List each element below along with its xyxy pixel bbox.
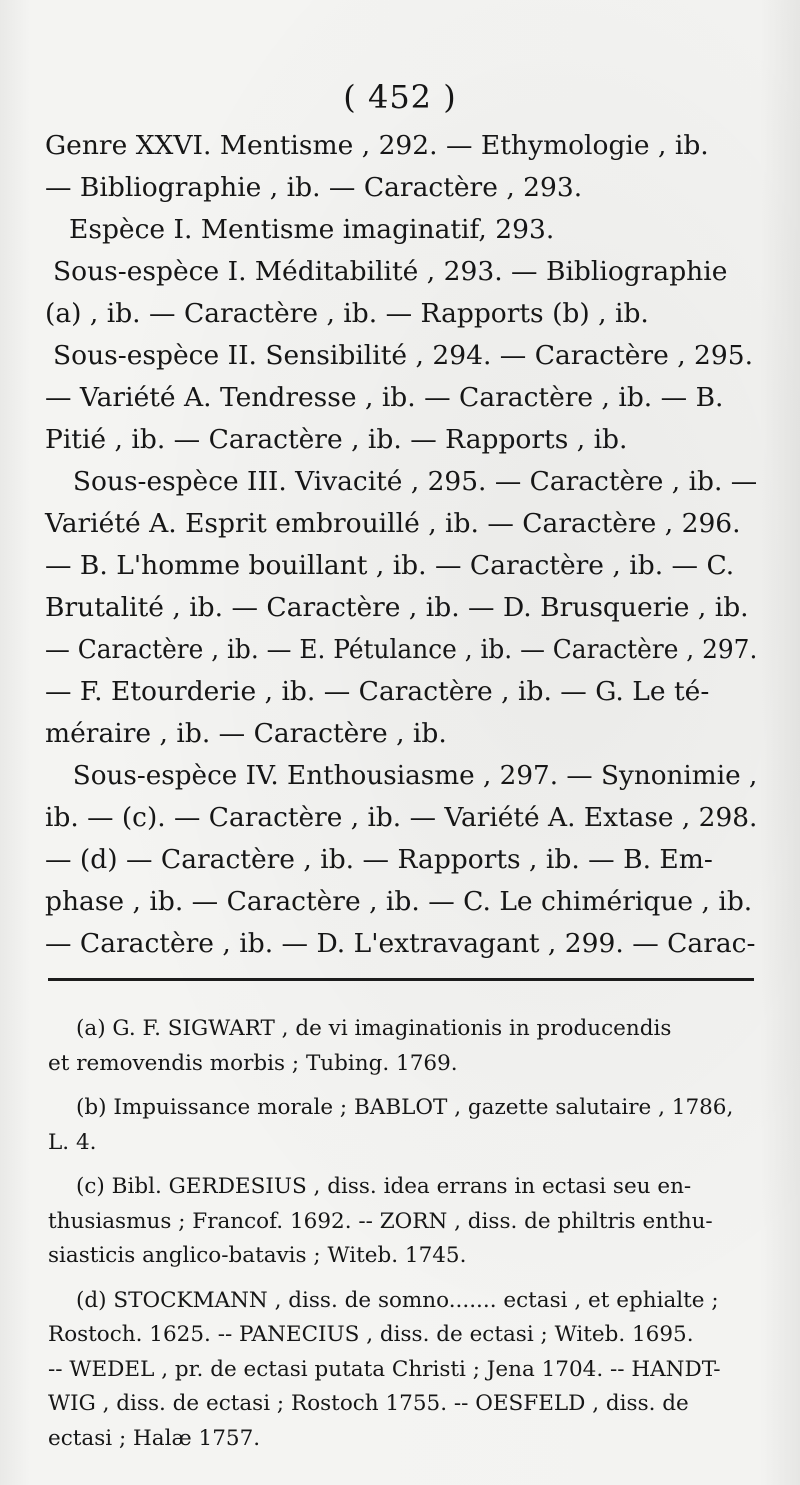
footnote-a-line: et removendis morbis ; Tubing. 1769. bbox=[48, 1050, 458, 1076]
body-line: — (d) — Caractère , ib. — Rapports , ib. — B. Em- bbox=[45, 844, 713, 875]
body-line: — Caractère , ib. — E. Pétulance , ib. — Caractère , 297. bbox=[45, 634, 758, 665]
body-line: Sous-espèce III. Vivacité , 295. — Caractère , ib. — bbox=[72, 466, 758, 497]
footnote-b-line: (b) Impuissance morale ; BABLOT , gazette salutaire , 1786, bbox=[76, 1095, 734, 1120]
footnote-d-line: Rostoch. 1625. -- PANECIUS , diss. de ectasi ; Witeb. 1695. bbox=[48, 1322, 694, 1347]
footnote-c-line: thusiasmus ; Francof. 1692. -- ZORN , diss. de philtris enthu- bbox=[48, 1208, 713, 1234]
page-number: ( 452 ) bbox=[343, 78, 457, 116]
body-line: (a) , ib. — Caractère , ib. — Rapports (b) , ib. bbox=[45, 298, 649, 329]
footnote-d-line: (d) STOCKMANN , diss. de somno....... ectasi , et ephialte ; bbox=[76, 1287, 719, 1313]
body-line: Pitié , ib. — Caractère , ib. — Rapports , ib. bbox=[45, 424, 628, 455]
footnote-d-line: ectasi ; Halæ 1757. bbox=[48, 1425, 261, 1451]
body-line: Brutalité , ib. — Caractère , ib. — D. Brusquerie , ib. bbox=[45, 592, 749, 623]
body-line: Sous-espèce I. Méditabilité , 293. — Bibliographie bbox=[53, 256, 728, 287]
body-line: méraire , ib. — Caractère , ib. bbox=[45, 718, 447, 749]
footnotes bbox=[48, 1012, 760, 1456]
body-line: — F. Etourderie , ib. — Caractère , ib. — G. Le té- bbox=[45, 676, 710, 707]
body-line: Genre XXVI. Mentisme , 292. — Ethymologie , ib. bbox=[45, 130, 709, 161]
body-line: Sous-espèce II. Sensibilité , 294. — Caractère , 295. bbox=[53, 340, 754, 371]
footnote-c-line: siasticis anglico-batavis ; Witeb. 1745. bbox=[48, 1243, 467, 1268]
body-line: — Caractère , ib. — D. L'extravagant , 299. — Carac- bbox=[45, 928, 756, 959]
body-line: phase , ib. — Caractère , ib. — C. Le chimérique , ib. bbox=[45, 886, 753, 917]
body-line: ib. — (c). — Caractère , ib. — Variété A. Extase , 298. bbox=[45, 802, 758, 833]
footnote-d-line: WIG , diss. de ectasi ; Rostoch 1755. -- OESFELD , diss. de bbox=[48, 1391, 689, 1416]
body-line: Sous-espèce IV. Enthousiasme , 297. — Synonimie , bbox=[72, 760, 758, 791]
footnote-b-line: L. 4. bbox=[48, 1129, 97, 1155]
footnote-a-line: (a) G. F. SIGWART , de vi imaginationis in producendis bbox=[76, 1016, 672, 1041]
footnote-c-line: (c) Bibl. GERDESIUS , diss. idea errans in ectasi seu en- bbox=[76, 1174, 692, 1199]
body-line: — B. L'homme bouillant , ib. — Caractère , ib. — C. bbox=[45, 550, 735, 581]
body-line: — Bibliographie , ib. — Caractère , 293. bbox=[45, 172, 583, 203]
index-body bbox=[45, 125, 757, 965]
body-line: Espèce I. Mentisme imaginatif, 293. bbox=[69, 214, 555, 245]
body-line: Variété A. Esprit embrouillé , ib. — Caractère , 296. bbox=[45, 508, 741, 539]
footnote-divider bbox=[48, 978, 754, 981]
body-line: — Variété A. Tendresse , ib. — Caractère , ib. — B. bbox=[45, 382, 724, 413]
footnote-d-line: -- WEDEL , pr. de ectasi putata Christi ; Jena 1704. -- HANDT- bbox=[48, 1356, 721, 1382]
